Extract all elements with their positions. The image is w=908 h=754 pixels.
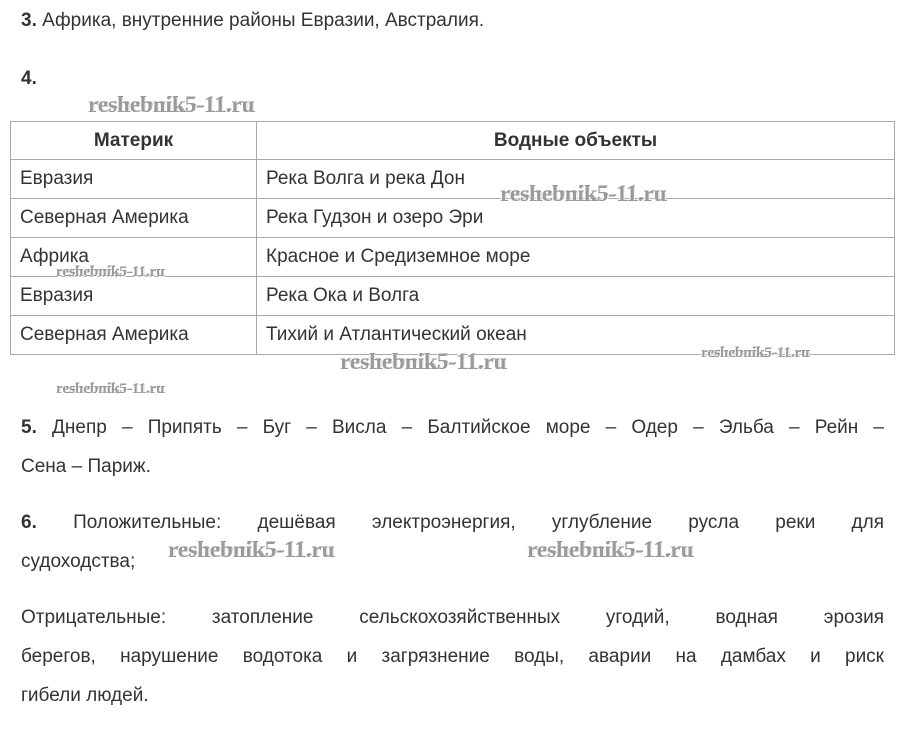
cell-continent: Евразия xyxy=(11,277,257,316)
answer-6-negative xyxy=(21,598,884,715)
answer-4 xyxy=(21,67,37,91)
answer-5-number: 5. xyxy=(21,417,37,438)
cell-water-bodies: Река Ока и Волга xyxy=(257,277,895,316)
table-row xyxy=(11,160,895,199)
cell-water-bodies: Красное и Средиземное море xyxy=(257,238,895,277)
header-continent: Материк xyxy=(11,122,257,160)
answer-3 xyxy=(21,9,484,33)
watermark: reshebnik5-11.ru xyxy=(500,181,667,206)
cell-continent: Северная Америка xyxy=(11,316,257,355)
answer-4-number: 4. xyxy=(21,68,37,89)
watermark: reshebnik5-11.ru xyxy=(88,92,255,117)
watermark: reshebnik5-11.ru xyxy=(168,537,335,562)
cell-water-bodies: Река Волга и река Дон xyxy=(257,160,895,199)
answer-3-text: Африка, внутренние районы Евразии, Австралия. xyxy=(42,10,485,31)
watermark: reshebnik5-11.ru xyxy=(527,537,694,562)
answer-6-positive xyxy=(21,503,884,581)
answer-5-line-2: Сена – Париж. xyxy=(21,456,151,477)
cell-continent: Северная Америка xyxy=(11,199,257,238)
cell-continent: Евразия xyxy=(11,160,257,199)
negative-line-1: Отрицательные: затопление сельскохозяйственных угодий, водная эрозия xyxy=(21,607,884,628)
watermark: reshebnik5-11.ru xyxy=(340,349,507,374)
cell-water-bodies: Река Гудзон и озеро Эри xyxy=(257,199,895,238)
cell-water-bodies: Тихий и Атлантический океан xyxy=(257,316,895,355)
table-row xyxy=(11,277,895,316)
answer-3-number: 3. xyxy=(21,10,37,31)
answer-5 xyxy=(21,408,884,486)
answer-5-text-1: Днепр – Припять – Буг – Висла – Балтийское море – Одер – Эльба – Рейн – xyxy=(52,417,884,438)
answer-6-line-2: судоходства; xyxy=(21,551,136,572)
negative-line-3: гибели людей. xyxy=(21,685,149,706)
watermark: reshebnik5-11.ru xyxy=(701,345,810,361)
watermark: reshebnik5-11.ru xyxy=(56,264,165,280)
table-header-row xyxy=(11,122,895,160)
answer-6-line-1 xyxy=(21,503,884,542)
header-water-bodies: Водные объекты xyxy=(257,122,895,160)
negative-line-2: берегов, нарушение водотока и загрязнение воды, аварии на дамбах и риск xyxy=(21,646,884,667)
table-row xyxy=(11,199,895,238)
answer-6-number: 6. xyxy=(21,512,37,533)
answer-5-line-1 xyxy=(21,408,884,447)
continents-water-table xyxy=(10,121,895,355)
watermark: reshebnik5-11.ru xyxy=(56,381,165,397)
answer-6-text-1: Положительные: дешёвая электроэнергия, углубление русла реки для xyxy=(73,512,885,533)
cell-continent: Африка xyxy=(11,238,257,277)
